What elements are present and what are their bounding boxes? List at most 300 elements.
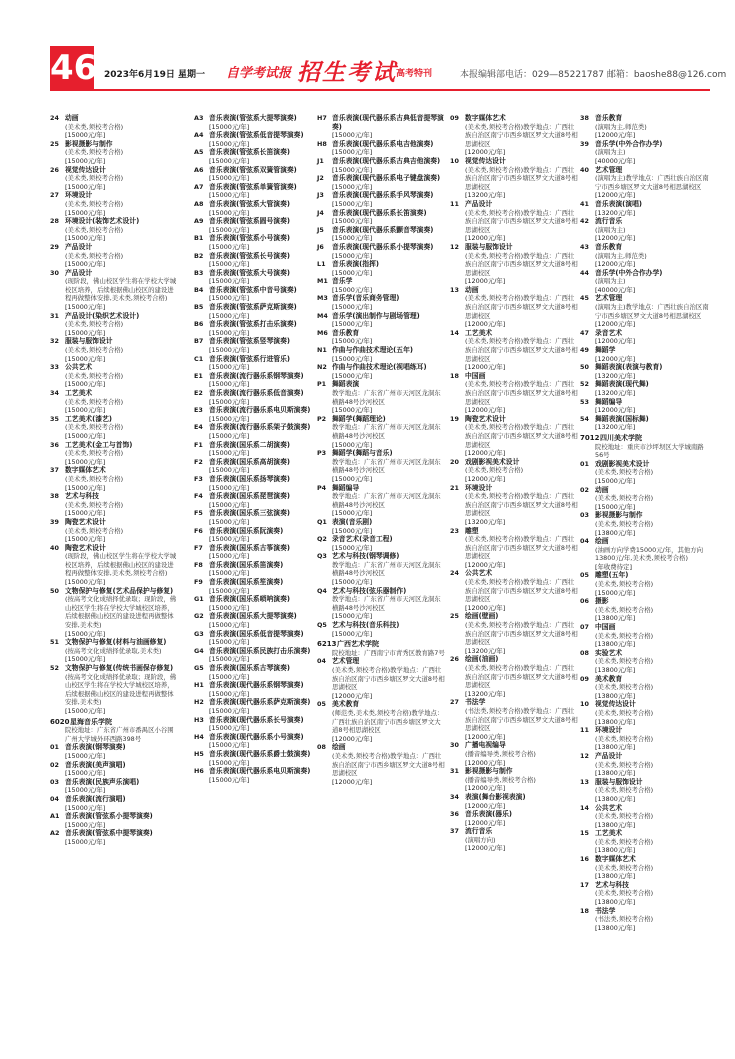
tuition-fee: [12000元/年] — [595, 354, 636, 363]
major-title: 流行音乐 — [595, 217, 623, 226]
major-title: 舞蹈表演 — [332, 380, 360, 389]
tuition-fee: [15000元/年] — [65, 182, 106, 191]
tuition-fee: [15000元/年] — [209, 431, 250, 440]
column-5 — [580, 114, 710, 932]
major-code: 38 — [50, 492, 59, 501]
school-header — [317, 640, 447, 657]
major-code: 23 — [450, 526, 459, 535]
major-title: 数字媒体艺术 — [65, 466, 106, 475]
major-code: 12 — [580, 751, 589, 760]
major-code: 05 — [317, 700, 326, 709]
tuition-fee: [15000元/年] — [332, 509, 373, 518]
major-title: 音乐表演(现代器乐系古典吉他演奏) — [332, 156, 441, 165]
major-code: B2 — [194, 251, 204, 260]
entry-note: 教学地点：广东省广州市天河区龙洞东横路48号沙河校区 — [332, 492, 441, 509]
major-entry — [50, 312, 180, 338]
tuition-fee: [15000元/年] — [209, 174, 250, 183]
major-code: 11 — [580, 726, 589, 735]
major-code: A9 — [194, 217, 204, 226]
major-code: M3 — [317, 294, 328, 303]
entry-note: (美术类,须校考合格)教学地点：广西壮族自治区南宁市西乡塘区罗文大道8号相思湖校区 — [465, 423, 578, 449]
major-entry — [580, 752, 710, 778]
entry-note: (美术类,须校考合格) — [595, 889, 654, 898]
major-code: 01 — [50, 743, 59, 752]
tuition-fee: [15000元/年] — [65, 156, 106, 165]
major-title: 艺术与科技(钢琴调修) — [332, 552, 400, 561]
major-code: 01 — [580, 459, 589, 468]
tuition-fee: [15000元/年] — [209, 397, 250, 406]
entry-note: (美术类,须校考合格)教学地点：广西壮族自治区南宁市西乡塘区罗文大道8号相思湖校区 — [465, 535, 578, 561]
major-entry — [317, 260, 447, 277]
major-entry — [50, 466, 180, 492]
major-title: 动画 — [65, 114, 79, 122]
major-entry — [580, 415, 710, 432]
tuition-fee: [12000元/年] — [465, 801, 506, 810]
major-entry — [194, 475, 324, 492]
entry-note: (美术类,须校考合格)教学地点：广西壮族自治区南宁市西乡塘区罗文大道8号相思湖校区 — [465, 122, 578, 148]
major-title: 公共艺术 — [465, 569, 493, 578]
major-title: 流行音乐 — [465, 827, 493, 836]
tuition-fee: [15000元/年] — [65, 328, 106, 337]
tuition-fee: [15000元/年] — [65, 131, 106, 140]
major-title: 音乐表演(现代器乐系爵士鼓演奏) — [209, 749, 311, 758]
major-entry — [50, 664, 180, 716]
special-edition-label: 高考特刊 — [396, 69, 433, 79]
tuition-fee: [13200元/年] — [465, 689, 506, 698]
major-code: 03 — [580, 511, 589, 520]
major-code: H2 — [194, 698, 204, 707]
tuition-fee: [15000元/年] — [65, 406, 106, 415]
major-code: 50 — [580, 363, 589, 372]
major-code: 11 — [450, 199, 459, 208]
major-entry — [194, 269, 324, 286]
major-entry — [317, 312, 447, 329]
entry-note: (美术类,须校考合格) — [595, 657, 654, 666]
major-entry — [194, 286, 324, 303]
major-title: 舞蹈学(舞蹈理论) — [332, 414, 386, 423]
major-title: 音乐表演(管弦系中音号演奏) — [209, 285, 297, 294]
major-entry — [317, 657, 447, 700]
entry-note: (美术类,须校考合格) — [595, 708, 654, 717]
major-title: 音乐表演(管弦系长笛演奏) — [209, 148, 290, 157]
major-code: B3 — [194, 268, 204, 277]
entry-note: (演唱为主) — [595, 148, 626, 157]
major-title: 音乐表演(现代器乐系电贝斯演奏) — [209, 767, 311, 776]
major-code: A5 — [194, 148, 204, 157]
major-entry — [194, 630, 324, 647]
major-code: H6 — [194, 767, 204, 776]
entry-note: (演唱为主)教学地点：广西壮族自治区南宁市西乡塘区罗文大道8号相思湖校区 — [595, 303, 709, 320]
major-entry — [580, 881, 710, 907]
tuition-fee: [13800元/年] — [595, 820, 636, 829]
major-title: 视觉传达设计 — [595, 700, 636, 709]
major-code: 51 — [50, 638, 59, 647]
major-entry — [194, 527, 324, 544]
major-title: 影视摄影与制作 — [465, 767, 513, 776]
major-entry — [580, 537, 710, 571]
major-title: 陶瓷艺术设计 — [65, 543, 106, 552]
major-entry — [194, 544, 324, 561]
major-code: 14 — [580, 803, 589, 812]
tuition-fee: [15000元/年] — [65, 380, 106, 389]
tuition-fee: [15000元/年] — [65, 208, 106, 217]
major-title: 音乐表演(流行器乐系低音演奏) — [209, 389, 304, 397]
entry-note: (美术类,须校考合格) — [65, 199, 124, 208]
major-entry — [194, 131, 324, 148]
major-entry — [50, 829, 180, 846]
major-title: 音乐表演(管弦系大提琴演奏) — [209, 114, 297, 122]
major-entry — [317, 157, 447, 174]
entry-note: (演唱为主,师范类) — [595, 251, 647, 260]
tuition-fee: [15000元/年] — [65, 431, 106, 440]
major-entry — [317, 535, 447, 552]
major-code: 38 — [580, 114, 589, 122]
tuition-fee: [15000元/年] — [209, 225, 250, 234]
major-entry — [580, 700, 710, 726]
tuition-fee: [15000元/年] — [595, 502, 636, 511]
entry-note: (美术类,须校考合格) — [465, 466, 524, 475]
tuition-fee: [15000元/年] — [209, 414, 250, 423]
major-entry — [317, 363, 447, 380]
major-code: Q3 — [317, 552, 327, 561]
major-code: 15 — [580, 829, 589, 838]
major-entry — [50, 518, 180, 544]
tuition-fee: [13800元/年] — [595, 614, 636, 623]
major-entry — [580, 675, 710, 701]
tuition-fee: [15000元/年] — [332, 440, 373, 449]
major-entry — [50, 415, 180, 441]
major-code: P3 — [317, 449, 327, 458]
entry-note: (演唱为主) — [595, 225, 626, 234]
major-entry — [580, 398, 710, 415]
major-entry — [194, 509, 324, 526]
major-entry — [580, 486, 710, 512]
tuition-fee: [15000元/年] — [332, 371, 373, 380]
tuition-fee: [13800元/年] — [595, 717, 636, 726]
tuition-fee: [15000元/年] — [209, 517, 250, 526]
major-code: 54 — [580, 414, 589, 423]
major-code: 24 — [50, 114, 59, 122]
major-code: A4 — [194, 131, 204, 140]
major-entry — [50, 761, 180, 778]
major-code: M6 — [317, 328, 328, 337]
major-entry — [194, 166, 324, 183]
major-entry — [580, 380, 710, 397]
tuition-fee: [15000元/年] — [209, 672, 250, 681]
tuition-fee: [15000元/年] — [209, 311, 250, 320]
major-title: 艺术与科技(弦乐器制作) — [332, 586, 407, 595]
tuition-fee: [13800元/年] — [595, 769, 636, 778]
major-code: A2 — [50, 829, 60, 838]
major-title: 音乐表演(指挥) — [332, 260, 379, 269]
major-code: H8 — [317, 139, 327, 148]
major-code: 42 — [580, 217, 589, 226]
major-entry — [50, 778, 180, 795]
major-code: 02 — [50, 760, 59, 769]
major-entry — [194, 733, 324, 750]
entry-note: (演唱为主) — [595, 277, 626, 286]
major-code: G5 — [194, 664, 204, 672]
tuition-fee: [12000元/年] — [465, 148, 506, 157]
tuition-fee: [15000元/年] — [332, 165, 373, 174]
major-code: C1 — [194, 354, 204, 363]
tuition-fee: [15000元/年] — [332, 543, 373, 552]
major-entry — [580, 346, 710, 363]
tuition-fee: [15000元/年] — [65, 457, 106, 466]
major-entry — [317, 114, 447, 140]
major-title: 音乐表演(国乐系低音提琴演奏) — [209, 629, 304, 638]
major-entry — [450, 114, 580, 157]
major-code: 02 — [580, 485, 589, 494]
major-entry — [580, 114, 710, 140]
tuition-fee: [15000元/年] — [65, 655, 106, 664]
major-entry — [317, 484, 447, 518]
entry-note: (演唱为主,师范类) — [595, 122, 647, 131]
major-code: E2 — [194, 389, 203, 397]
major-code: 14 — [450, 328, 459, 337]
major-code: 24 — [450, 569, 459, 578]
major-code: A3 — [194, 114, 204, 122]
tuition-fee: [12000元/年] — [465, 474, 506, 483]
major-code: E3 — [194, 406, 203, 415]
entry-note: 院校地址：广东省广州市番禺区小谷围广州大学城外环西路398号 — [65, 726, 174, 743]
tuition-fee: [15000元/年] — [65, 629, 106, 638]
major-title: 音乐表演(国乐系古琴演奏) — [209, 664, 290, 672]
tuition-fee: [12000元/年] — [332, 691, 373, 700]
tuition-fee: [13800元/年] — [595, 898, 636, 907]
major-entry — [194, 595, 324, 612]
major-title: 音乐表演(管弦系行进管乐) — [209, 354, 290, 363]
major-code: 52 — [50, 664, 59, 672]
major-title: 音乐表演(现代器乐系电吉他演奏) — [332, 139, 434, 148]
major-code: B4 — [194, 285, 204, 294]
major-entry — [50, 140, 180, 166]
major-title: 音乐表演(现代器乐系长笛演奏) — [332, 208, 427, 217]
major-code: 31 — [450, 767, 459, 776]
major-entry — [194, 252, 324, 269]
major-entry — [194, 750, 324, 767]
major-entry — [50, 166, 180, 192]
tuition-fee: [15000元/年] — [65, 706, 106, 715]
major-title: 陶瓷艺术设计 — [465, 414, 506, 423]
tuition-fee: [15000元/年] — [332, 148, 373, 157]
major-code: J1 — [317, 156, 324, 165]
major-code: 31 — [50, 311, 59, 320]
entry-note: (现阶段，佛山校区学生将在学校大学城校区培养，后续根据佛山校区的建设进程再做整体安排,美术类,须校考合格) — [65, 552, 177, 578]
major-entry — [580, 329, 710, 346]
major-code: 36 — [450, 810, 459, 819]
major-code: A6 — [194, 165, 204, 174]
major-code: 37 — [50, 466, 59, 475]
major-code: 39 — [50, 517, 59, 526]
major-code: 18 — [450, 371, 459, 380]
major-entry — [317, 277, 447, 294]
major-entry — [450, 157, 580, 200]
entry-note: (美术类,须校考合格) — [65, 500, 124, 509]
tuition-fee: [13200元/年] — [465, 517, 506, 526]
tuition-fee: [15000元/年] — [65, 578, 106, 587]
tuition-fee: [15000元/年] — [332, 337, 373, 346]
major-title: 动画 — [465, 285, 479, 294]
major-title: 音乐表演(管弦系萨克斯演奏) — [209, 303, 297, 312]
tuition-fee: [15000元/年] — [65, 260, 106, 269]
major-title: 音乐表演(演唱) — [595, 199, 642, 208]
entry-note: 教学地点：广东省广州市天河区龙洞东横路48号沙河校区 — [332, 457, 441, 475]
major-code: F9 — [194, 578, 203, 587]
header-divider — [50, 89, 710, 91]
major-code: F6 — [194, 526, 203, 535]
major-title: 音乐表演(国乐系民族打击乐演奏) — [209, 646, 311, 655]
major-code: G1 — [194, 595, 204, 604]
school-name: 四川美术学院 — [600, 433, 642, 442]
major-entry — [580, 460, 710, 486]
major-title: 环境设计(装饰艺术设计) — [65, 217, 140, 226]
major-entry — [450, 527, 580, 570]
major-title: 美术教育 — [595, 674, 623, 683]
major-title: 工艺美术 — [65, 389, 93, 397]
major-entry — [580, 804, 710, 830]
major-entry — [194, 200, 324, 217]
major-entry — [317, 518, 447, 535]
major-code: 33 — [50, 363, 59, 372]
major-title: 环境设计 — [65, 191, 93, 200]
major-entry — [317, 209, 447, 226]
major-code: Q2 — [317, 535, 327, 544]
major-title: 绘画 — [595, 537, 609, 546]
major-title: 音乐表演(管弦系大管演奏) — [209, 199, 290, 208]
tuition-fee: [15000元/年] — [332, 182, 373, 191]
major-entry — [580, 166, 710, 200]
major-code: F3 — [194, 474, 203, 483]
major-code: 18 — [580, 906, 589, 915]
major-entry — [450, 612, 580, 655]
major-title: 音乐学 — [332, 277, 353, 286]
major-entry — [317, 294, 447, 311]
major-title: 绘画 — [332, 743, 346, 752]
major-title: 音乐表演(现代器乐系古典低音提琴演奏) — [332, 114, 444, 131]
tuition-fee: [15000元/年] — [209, 363, 250, 372]
major-entry — [450, 458, 580, 484]
major-entry — [50, 795, 180, 812]
major-title: 文物保护与修复(艺术品保护与修复) — [65, 586, 174, 595]
major-code: F8 — [194, 560, 203, 569]
major-title: 录音艺术(录音工程) — [332, 535, 393, 544]
tuition-fee: [13800元/年] — [595, 743, 636, 752]
major-entry — [194, 458, 324, 475]
major-title: 雕塑 — [465, 526, 479, 535]
major-code: 34 — [450, 792, 459, 801]
entry-note: (美术类,须校考合格) — [65, 174, 124, 183]
major-entry — [50, 587, 180, 639]
column-3 — [317, 114, 447, 786]
major-code: 12 — [450, 242, 459, 251]
major-title: 作曲与作曲技术理论(五年) — [332, 346, 413, 355]
major-entry — [194, 355, 324, 372]
entry-note: (美术类,须校考合格) — [595, 683, 654, 692]
major-code: 20 — [450, 457, 459, 466]
major-entry — [580, 217, 710, 243]
major-entry — [194, 698, 324, 715]
major-title: 书法学 — [595, 906, 616, 915]
major-title: 音乐学(演出制作与剧场管理) — [332, 311, 420, 320]
major-title: 音乐表演(国乐系琵琶演奏) — [209, 492, 290, 501]
major-entry — [50, 812, 180, 829]
tuition-fee: [15000元/年] — [209, 535, 250, 544]
tuition-fee: [年收费待定] — [595, 562, 632, 571]
major-entry — [50, 441, 180, 467]
major-code: 13 — [580, 777, 589, 786]
major-title: 音乐表演(管弦系双簧管演奏) — [209, 165, 297, 174]
major-entry — [317, 621, 447, 638]
tuition-fee: [13800元/年] — [595, 666, 636, 674]
major-code: 41 — [580, 199, 589, 208]
entry-note: 教学地点：广东省广州市天河区龙洞东横路48号沙河校区 — [332, 595, 441, 612]
tuition-fee: [15000元/年] — [209, 552, 250, 561]
entry-note: (美术类,须校考合格) — [595, 786, 654, 795]
major-title: 音乐表演(管弦系长号演奏) — [209, 251, 290, 260]
major-title: 服装与服饰设计 — [465, 242, 513, 251]
column-4 — [450, 114, 580, 853]
tuition-fee: [15000元/年] — [209, 380, 250, 389]
major-title: 音乐表演(管弦系圆号演奏) — [209, 217, 290, 226]
tuition-fee: [15000元/年] — [65, 234, 106, 243]
major-title: 音乐表演(现代器乐系颤音琴演奏) — [332, 225, 434, 234]
tuition-fee: [15000元/年] — [332, 474, 373, 483]
entry-note: 教学地点：广东省广州市天河区龙洞东横路48号沙河校区 — [332, 389, 441, 406]
major-title: 影视摄影与制作 — [595, 511, 643, 520]
major-code: 26 — [450, 655, 459, 664]
tuition-fee: [13200元/年] — [465, 646, 506, 655]
major-code: 32 — [50, 337, 59, 346]
major-title: 音乐表演(流行器乐系架子鼓演奏) — [209, 423, 311, 432]
tuition-fee: [13800元/年] — [595, 794, 636, 803]
major-code: 47 — [580, 328, 589, 337]
tuition-fee: [15000元/年] — [209, 758, 250, 767]
entry-note: (美术类,须校考合格)教学地点：广西壮族自治区南宁市西乡塘区罗文大道8号相思湖校区 — [465, 664, 578, 690]
tuition-fee: [12000元/年] — [465, 758, 506, 767]
major-entry — [450, 200, 580, 243]
major-title: 陶瓷艺术设计 — [65, 517, 106, 526]
major-title: 音乐表演(器乐) — [465, 810, 512, 819]
major-entry — [450, 329, 580, 372]
major-title: 公共艺术 — [65, 363, 93, 372]
tuition-fee: [15000元/年] — [65, 837, 106, 846]
major-title: 音乐表演(现代器乐系小提琴演奏) — [332, 242, 434, 251]
major-entry — [580, 269, 710, 295]
major-title: 音乐表演(国乐系二胡演奏) — [209, 440, 290, 449]
major-title: 文物保护与修复(材料与油画修复) — [65, 638, 167, 647]
tuition-fee: [15000元/年] — [209, 328, 250, 337]
tuition-fee: [12000元/年] — [332, 734, 373, 743]
major-code: 17 — [580, 880, 589, 889]
major-title: 环境设计 — [595, 726, 623, 735]
entry-note: (美术类,须校考合格) — [65, 423, 124, 432]
entry-note: 教学地点：广东省广州市天河区龙洞东横路48号沙河校区 — [332, 560, 441, 578]
major-title: 音乐表演(管弦系低音提琴演奏) — [209, 131, 304, 140]
major-entry — [194, 612, 324, 629]
major-entry — [194, 492, 324, 509]
major-title: 动画 — [595, 485, 609, 494]
major-entry — [317, 346, 447, 363]
school-code: 6020 — [50, 717, 70, 726]
entry-note: (演唱方向) — [465, 835, 496, 844]
major-entry — [50, 337, 180, 363]
major-code: F4 — [194, 492, 203, 501]
major-code: 53 — [580, 397, 589, 406]
major-title: 产品设计(染织艺术设计) — [65, 311, 140, 320]
tuition-fee: [15000元/年] — [65, 751, 106, 760]
tuition-fee: [12000元/年] — [465, 320, 506, 329]
